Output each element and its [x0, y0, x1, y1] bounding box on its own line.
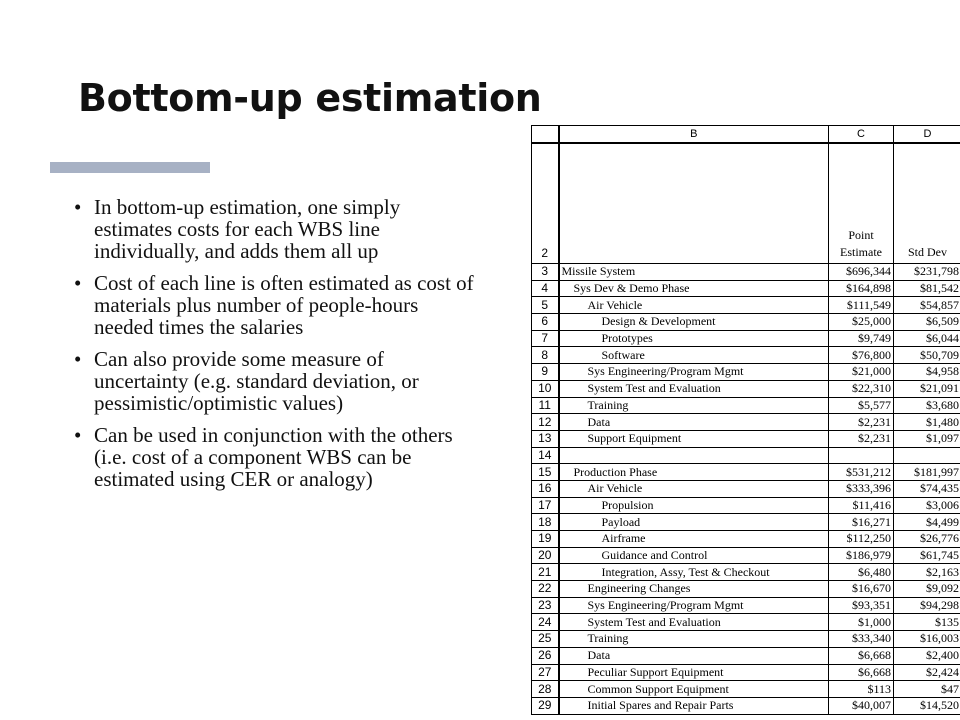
point-estimate: $16,271: [829, 514, 894, 531]
row-number: 12: [532, 414, 559, 431]
point-estimate: $2,231: [829, 430, 894, 447]
slide-title: Bottom-up estimation: [78, 76, 542, 120]
row-number: 8: [532, 347, 559, 364]
row-number: 11: [532, 397, 559, 414]
table-row: [532, 414, 960, 431]
table-row: [532, 631, 960, 648]
bullet-text: Cost of each line is often estimated as cost of materials plus number of people-hours needed times the salaries: [94, 271, 474, 339]
row-number: 27: [532, 664, 559, 681]
table-row: [532, 664, 960, 681]
std-dev: $21,091: [894, 380, 960, 397]
std-dev: $2,400: [894, 647, 960, 664]
bullet-item: [74, 196, 474, 262]
column-header-b: B: [559, 126, 829, 144]
bullet-item: [74, 272, 474, 338]
point-estimate: $22,310: [829, 380, 894, 397]
wbs-item: Data: [559, 647, 829, 664]
wbs-item: Common Support Equipment: [559, 681, 829, 698]
std-dev: $6,044: [894, 330, 960, 347]
std-dev: $50,709: [894, 347, 960, 364]
bullet-item: [74, 348, 474, 414]
wbs-item: Design & Development: [559, 314, 829, 331]
bullet-dot-icon: •: [74, 271, 82, 295]
std-dev: $2,163: [894, 564, 960, 581]
wbs-item: Prototypes: [559, 330, 829, 347]
bullet-dot-icon: •: [74, 195, 82, 219]
wbs-item: System Test and Evaluation: [559, 380, 829, 397]
wbs-item: Sys Engineering/Program Mgmt: [559, 597, 829, 614]
table-row: [532, 347, 960, 364]
std-dev: $74,435: [894, 480, 960, 497]
bullet-text: Can be used in conjunction with the others (i.e. cost of a component WBS can be estimated using CER or analogy): [94, 423, 453, 491]
row-number: 7: [532, 330, 559, 347]
column-header-d: D: [894, 126, 960, 144]
row-number: 22: [532, 581, 559, 598]
bullet-text: Can also provide some measure of uncertainty (e.g. standard deviation, or pessimistic/optimistic values): [94, 347, 419, 415]
table-row: [532, 531, 960, 548]
std-dev: $54,857: [894, 297, 960, 314]
wbs-item: Software: [559, 347, 829, 364]
point-estimate: $6,668: [829, 647, 894, 664]
point-estimate: $21,000: [829, 364, 894, 381]
row-number: 26: [532, 647, 559, 664]
point-estimate: $112,250: [829, 531, 894, 548]
point-estimate: $696,344: [829, 264, 894, 281]
row-number: 18: [532, 514, 559, 531]
table-row: [532, 264, 960, 281]
wbs-item: Propulsion: [559, 497, 829, 514]
wbs-item: Air Vehicle: [559, 297, 829, 314]
row-number: 25: [532, 631, 559, 648]
wbs-item: Sys Dev & Demo Phase: [559, 280, 829, 297]
std-dev: $181,997: [894, 464, 960, 481]
table-row: [532, 380, 960, 397]
std-dev: $3,006: [894, 497, 960, 514]
wbs-item: Production Phase: [559, 464, 829, 481]
std-dev: $94,298: [894, 597, 960, 614]
table-row: [532, 464, 960, 481]
item-header-cell: [559, 143, 829, 264]
wbs-item: Training: [559, 631, 829, 648]
wbs-item: Integration, Assy, Test & Checkout: [559, 564, 829, 581]
std-dev: $231,798: [894, 264, 960, 281]
point-estimate: $1,000: [829, 614, 894, 631]
row-number: 16: [532, 480, 559, 497]
row-number: 21: [532, 564, 559, 581]
wbs-item: Air Vehicle: [559, 480, 829, 497]
std-dev: $61,745: [894, 547, 960, 564]
std-dev: $135: [894, 614, 960, 631]
bullet-item: [74, 424, 474, 490]
row-number: 23: [532, 597, 559, 614]
table-row: [532, 681, 960, 698]
table-row: [532, 647, 960, 664]
row-number: 28: [532, 681, 559, 698]
table-row: [532, 697, 960, 714]
point-estimate: $40,007: [829, 697, 894, 714]
row-number: 14: [532, 447, 559, 464]
std-dev: $4,499: [894, 514, 960, 531]
point-estimate: $6,480: [829, 564, 894, 581]
row-number: 10: [532, 380, 559, 397]
corner-cell: [532, 126, 559, 144]
wbs-item: Missile System: [559, 264, 829, 281]
point-estimate: $2,231: [829, 414, 894, 431]
point-estimate: $186,979: [829, 547, 894, 564]
wbs-item: Support Equipment: [559, 430, 829, 447]
spreadsheet-image: [531, 125, 960, 720]
table-row: [532, 430, 960, 447]
point-estimate: $11,416: [829, 497, 894, 514]
std-dev: $3,680: [894, 397, 960, 414]
table-row: [532, 497, 960, 514]
std-dev: $16,003: [894, 631, 960, 648]
point-estimate: $33,340: [829, 631, 894, 648]
std-dev: $1,097: [894, 430, 960, 447]
point-estimate: $531,212: [829, 464, 894, 481]
point-estimate: $9,749: [829, 330, 894, 347]
bullet-list: [74, 196, 474, 500]
std-dev: $6,509: [894, 314, 960, 331]
wbs-item: Engineering Changes: [559, 581, 829, 598]
wbs-item: Peculiar Support Equipment: [559, 664, 829, 681]
table-row: [532, 597, 960, 614]
row-number: 20: [532, 547, 559, 564]
std-dev: $4,958: [894, 364, 960, 381]
wbs-item: Data: [559, 414, 829, 431]
wbs-item: System Test and Evaluation: [559, 614, 829, 631]
wbs-item: Guidance and Control: [559, 547, 829, 564]
wbs-item: [559, 447, 829, 464]
table-row: [532, 314, 960, 331]
point-estimate-header: [829, 143, 894, 264]
table-row: [532, 514, 960, 531]
wbs-item: Training: [559, 397, 829, 414]
point-estimate: $113: [829, 681, 894, 698]
point-estimate: $333,396: [829, 480, 894, 497]
point-estimate: $25,000: [829, 314, 894, 331]
table-header-row: [532, 143, 960, 264]
row-number: 15: [532, 464, 559, 481]
point-estimate: $76,800: [829, 347, 894, 364]
std-dev: $1,480: [894, 414, 960, 431]
wbs-item: Sys Engineering/Program Mgmt: [559, 364, 829, 381]
table-row: [532, 447, 960, 464]
table-row: [532, 297, 960, 314]
title-accent-bar: [50, 162, 210, 173]
table-row: [532, 581, 960, 598]
point-estimate: $6,668: [829, 664, 894, 681]
point-estimate-line1: Point: [848, 228, 874, 242]
wbs-cost-table: [531, 125, 960, 715]
table-row: [532, 614, 960, 631]
table-row: [532, 330, 960, 347]
point-estimate: $164,898: [829, 280, 894, 297]
point-estimate: $16,670: [829, 581, 894, 598]
bullet-dot-icon: •: [74, 423, 82, 447]
std-dev: $47: [894, 681, 960, 698]
point-estimate-line2: Estimate: [840, 245, 882, 259]
row-number: 17: [532, 497, 559, 514]
point-estimate: $5,577: [829, 397, 894, 414]
table-row: [532, 280, 960, 297]
table-row: [532, 564, 960, 581]
table-row: [532, 364, 960, 381]
table-row: [532, 547, 960, 564]
std-dev: $9,092: [894, 581, 960, 598]
row-number: 3: [532, 264, 559, 281]
std-dev: [894, 447, 960, 464]
std-dev: $26,776: [894, 531, 960, 548]
row-number: 13: [532, 430, 559, 447]
wbs-item: Airframe: [559, 531, 829, 548]
point-estimate: $93,351: [829, 597, 894, 614]
point-estimate: $111,549: [829, 297, 894, 314]
std-dev: $2,424: [894, 664, 960, 681]
column-header-c: C: [829, 126, 894, 144]
row-number: 29: [532, 697, 559, 714]
bullet-dot-icon: •: [74, 347, 82, 371]
point-estimate: [829, 447, 894, 464]
row-number: 2: [532, 143, 559, 264]
row-number: 6: [532, 314, 559, 331]
std-dev: $81,542: [894, 280, 960, 297]
std-dev: $14,520: [894, 697, 960, 714]
table-row: [532, 480, 960, 497]
row-number: 5: [532, 297, 559, 314]
wbs-item: Payload: [559, 514, 829, 531]
std-dev-header: Std Dev: [894, 143, 960, 264]
table-row: [532, 397, 960, 414]
row-number: 24: [532, 614, 559, 631]
row-number: 19: [532, 531, 559, 548]
row-number: 4: [532, 280, 559, 297]
wbs-item: Initial Spares and Repair Parts: [559, 697, 829, 714]
bullet-text: In bottom-up estimation, one simply estimates costs for each WBS line individually, and adds them all up: [94, 195, 401, 263]
row-number: 9: [532, 364, 559, 381]
column-header-row: [532, 126, 960, 144]
